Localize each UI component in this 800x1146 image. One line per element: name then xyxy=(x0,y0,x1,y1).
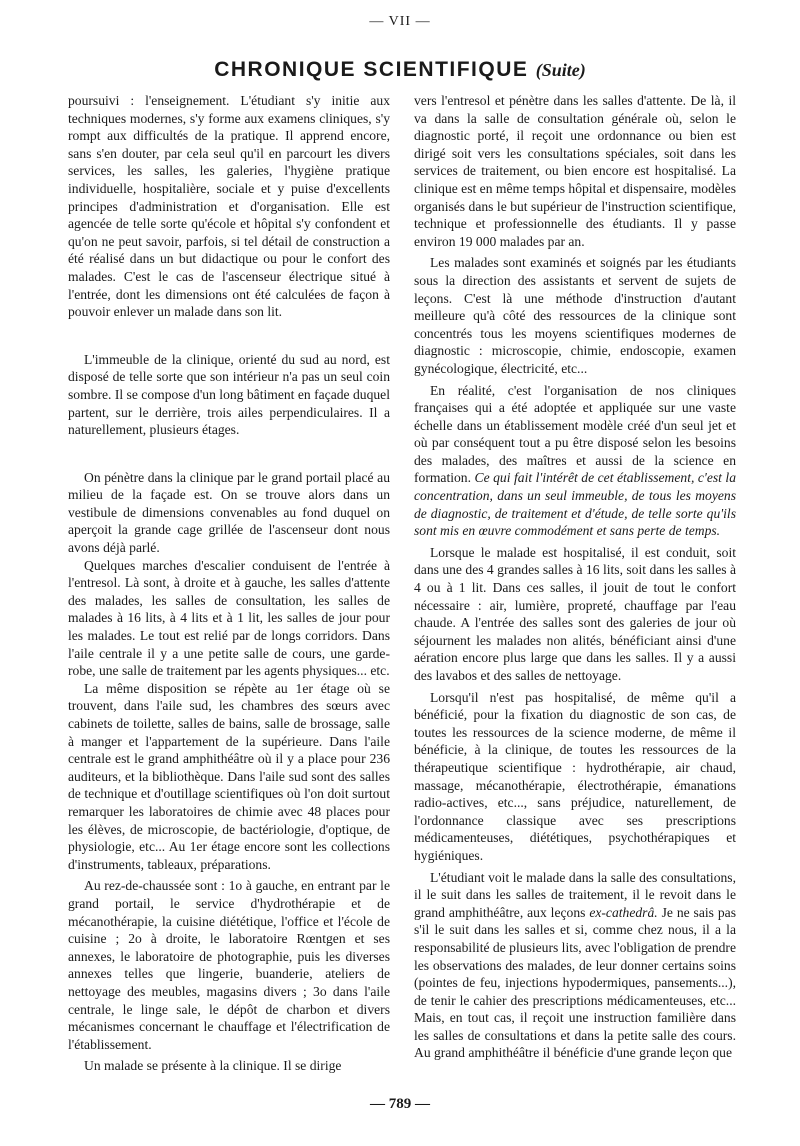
left-column xyxy=(68,92,390,1075)
paragraph-text: En réalité, c'est l'organisation de nos cliniques françaises qui a été adoptée et appliquée sur une vaste échelle dans un établissement modèle créé d'un seul jet et où par conséquent tout a pu être disposé selon les besoins des malades, des maîtres et aussi de la science en formation. xyxy=(414,382,736,486)
page-title xyxy=(0,58,800,82)
paragraph: Au rez-de-chaussée sont : 1o à gauche, en entrant par le grand portail, le service d'hydrothérapie et de mécanothérapie, la cuisine diététique, l'office et l'école de cuisine ; 2o à droite, le laboratoire Rœntgen et ses annexes, le laboratoire de photographie, puis les diverses annexes telles que lingerie, buanderie, ateliers de nettoyage des meubles, magasins divers ; 3o dans l'aile centrale, le linge sale, le dépôt de charbon et divers mécanismes concernant le chauffage et l'électrification de l'établissement. xyxy=(68,878,390,1052)
paragraph xyxy=(414,869,736,1063)
paragraph: Lorsque le malade est hospitalisé, il est conduit, soit dans une des 4 grandes salles à 16 lits, soit dans les salles à 4 ou à 1 lit. Dans ces salles, il jouit de tout le confort nécessaire : air, lumière, propreté, chauffage par l'eau chaude. A l'entrée des salles sont des galeries de jour où séjournent les malades non alités, bénéficiant ainsi d'une aération encore plus large que dans les salles. Il y a aussi des lavabos et des salles de nettoyage. xyxy=(414,544,736,683)
paragraph: Quelques marches d'escalier conduisent de l'entrée à l'entresol. Là sont, à droite et à gauche, les salles d'attente des malades, les salles de consultation, les salles de malades à 16 lits, à 4 lits et à 1 lit, les salles de jour pour les malades. Le tout est relié par de longs corridors. Dans l'aile centrale il y a une petite salle de cours, une garde-robe, une salle de traitement par les agents physiques... etc. xyxy=(68,557,390,679)
title-text: CHRONIQUE SCIENTIFIQUE xyxy=(214,58,529,81)
italic-term: ex-cathedrâ. xyxy=(589,904,658,920)
paragraph: Lorsqu'il n'est pas hospitalisé, de même qu'il a bénéficié, pour la fixation du diagnostic de son cas, de toutes les ressources de la science moderne, de même il bénéficie, à la clinique, de toutes les ressources de la thérapeutique scientifique : hydrothérapie, air chaud, massage, mécanothérapie, électrothérapie, émanations radio-actives, etc..., sans préjudice, naturellement, de l'ordonnance classique avec ses prescriptions médicamenteuses, diététiques, psychothérapiques et hygiéniques. xyxy=(414,689,736,863)
paragraph: Un malade se présente à la clinique. Il se dirige xyxy=(84,1058,342,1074)
paragraph: La même disposition se répète au 1er étage où se trouvent, dans l'aile sud, les chambres des sœurs avec cabinets de toilette, salles de bains, salle de brossage, salle à manger et l'appartement de la supérieure. Dans l'aile centrale est le grand amphithéâtre où il y a place pour 236 auditeurs, et la bibliothèque. Dans l'aile sud sont des salles de technique et d'outillage scientifiques où l'on doit surtout remarquer les laboratoires de chimie avec 48 places pour les élèves, de microscopie, de bactériologie, d'optique, de physiologie, etc... Au 1er étage encore sont les collections d'instruments, tableaux, préparations. xyxy=(68,680,390,872)
title-suffix: (Suite) xyxy=(535,60,586,80)
paragraph: poursuivi : l'enseignement. L'étudiant s'y initie aux techniques modernes, s'y forme aux examens cliniques, s'y rompt aux difficultés de la pratique. Il apprend encore, sans s'en douter, par cela seul qu'il en parcourt les divers services, les salles, les galeries, l'hygiène pratique individuelle, hospitalière, sociale et y puise d'excellents principes d'administration et d'organisation. Elle est agencée de telle sorte qu'école et hôpital s'y confondent et qu'on ne peut savoir, parfois, si tel détail de construction a été réalisé dans un but didactique ou pour le confort des malades. C'est le cas de l'ascenseur électrique situé à l'entrée, dont les dimensions ont été calculées de façon à pouvoir enlever un malade dans son lit. xyxy=(68,93,390,320)
paragraph: On pénètre dans la clinique par le grand portail placé au milieu de la façade est. On se trouve alors dans un vestibule de dimensions convenables au fond duquel on aperçoit la grande cage grillée de l'ascenseur dont nous avons déjà parlé. xyxy=(68,469,390,556)
paragraph-text: Je ne sais pas s'il le suit dans les salles et si, comme chez nous, il a la responsabilité de plusieurs lits, avec l'obligation de prendre les observations des malades, de leur donner certains soins (pointes de feu, injections hypodermiques, pansements...), de tenir le cahier des prescriptions médicamenteuses, etc... Mais, en tout cas, il reçoit une instruction familière dans les salles de consultations et dans la petite salle des cours. Au grand amphithéâtre il bénéficie d'une grande leçon que xyxy=(414,904,736,1061)
right-column xyxy=(414,92,736,1062)
paragraph: vers l'entresol et pénètre dans les salles d'attente. De là, il va dans la salle de consultation générale où, selon le diagnostic porté, il reçoit une ordonnance ou bien est dirigé soit vers les consultations spéciales, soit dans les services de traitement, ou bien encore est hospitalisé. La clinique est en même temps hôpital et dispensaire, modèles organisés dans le but supérieur de l'instruction scientifique, technique et professionnelle des étudiants. Il y passe environ 19 000 malades par an. xyxy=(414,93,737,249)
paragraph-text: L'étudiant voit le malade dans la salle des consultations, il le suit dans les salles de traitement, il le revoit dans le grand amphithéâtre, aux leçons xyxy=(414,869,736,920)
paragraph: Les malades sont examinés et soignés par les étudiants sous la direction des assistants et servent de sujets de leçons. C'est là une méthode d'instruction d'autant meilleure qu'à côté des ressources de la clinique sont concentrés tous les moyens scientifiques modernes de diagnostic : microscopie, chimie, endoscopie, examen gynécologique, électricité, etc... xyxy=(414,255,736,376)
italic-passage: Ce qui fait l'intérêt de cet établissement, c'est la concentration, dans un seul immeuble, de tous les moyens de diagnostic, de traitement et d'étude, de telle sorte qu'ils sont mis en œuvre commodément et sans perte de temps. xyxy=(414,470,737,539)
paragraph xyxy=(414,382,736,540)
roman-page-number: — VII — xyxy=(369,14,431,29)
page-number: — 789 — xyxy=(370,1096,430,1112)
paragraph: L'immeuble de la clinique, orienté du sud au nord, est disposé de telle sorte que son intérieur n'a pas un seul coin sombre. Il se compose d'un long bâtiment en façade duquel partent, sur le derrière, trois ailes perpendiculaires. Il a naturellement, plusieurs étages. xyxy=(68,351,390,438)
